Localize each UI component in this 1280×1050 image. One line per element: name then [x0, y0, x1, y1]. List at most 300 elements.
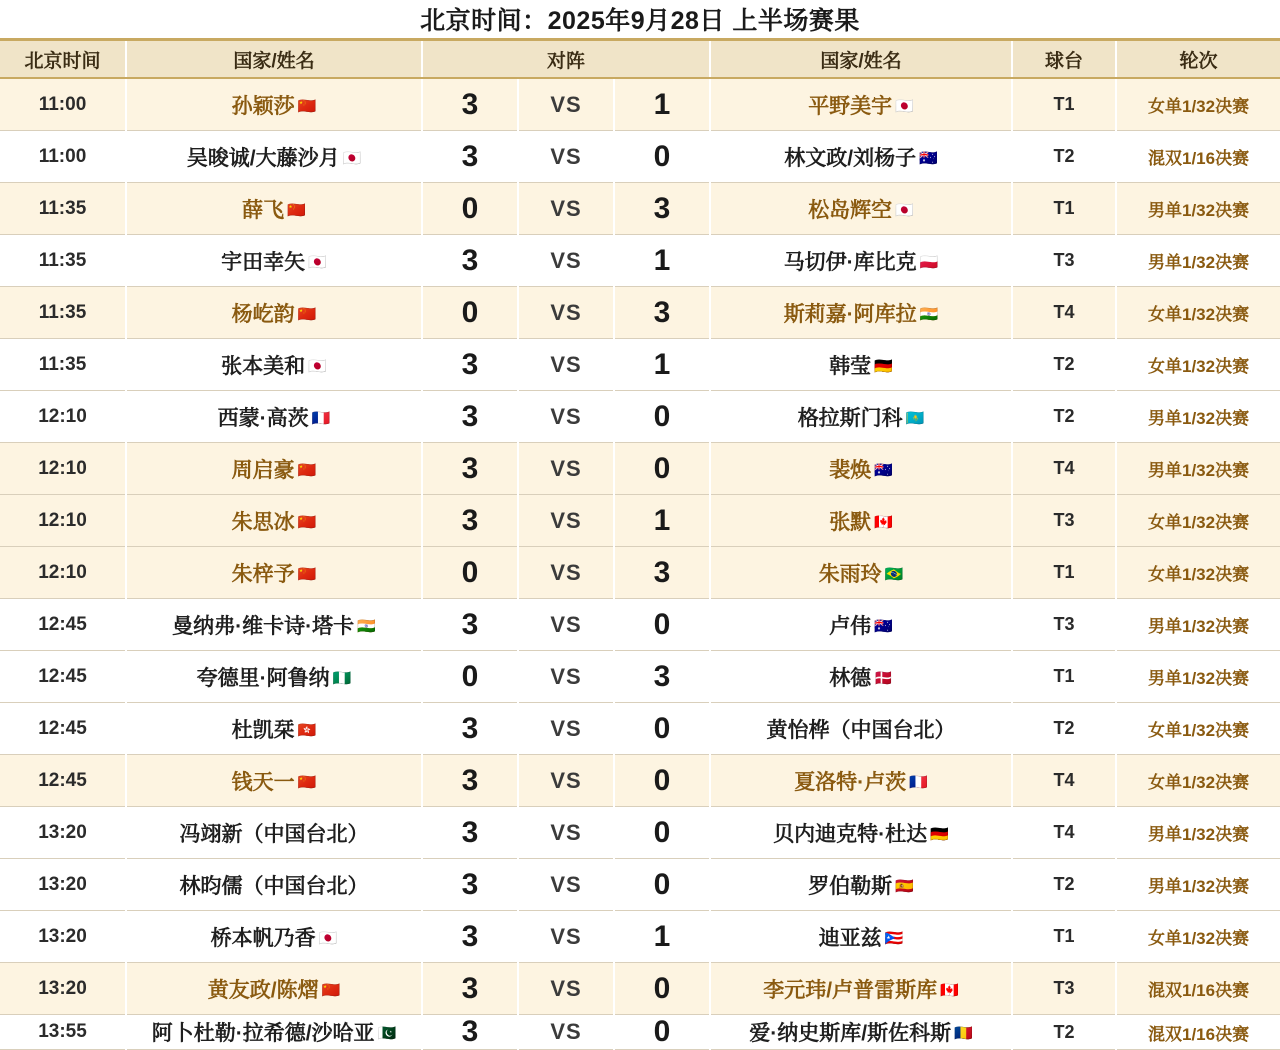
cell-table-number — [1012, 235, 1116, 287]
cell-score-left — [422, 547, 518, 599]
cell-score-left — [422, 755, 518, 807]
cell-table-number-text: T3 — [1053, 250, 1075, 270]
flag-icon: 🇰🇿 — [905, 409, 925, 427]
cell-table-number — [1012, 547, 1116, 599]
cell-time-text: 11:00 — [38, 145, 87, 167]
cell-time-text: 13:20 — [38, 873, 87, 895]
cell-score-right-text: 0 — [653, 971, 671, 1005]
cell-table-number — [1012, 78, 1116, 131]
cell-player-left-text: 薛飞 — [242, 198, 285, 222]
cell-time-text: 13:20 — [38, 925, 87, 947]
flag-icon: 🇧🇷 — [884, 565, 904, 583]
table-row — [0, 859, 1280, 911]
cell-vs-label — [518, 287, 614, 339]
cell-time-text: 11:35 — [38, 301, 87, 323]
cell-round — [1116, 599, 1280, 651]
cell-round — [1116, 391, 1280, 443]
flag-icon: 🇯🇵 — [318, 929, 338, 947]
cell-vs-label — [518, 755, 614, 807]
cell-player-left-text: 桥本帆乃香 — [210, 926, 316, 950]
flag-icon: 🇭🇰 — [297, 721, 317, 739]
cell-player-left — [126, 911, 422, 963]
cell-time — [0, 287, 126, 339]
cell-player-right-text: 迪亚兹 — [818, 926, 882, 950]
cell-time-text: 12:45 — [38, 717, 87, 739]
flag-icon: 🇮🇳 — [357, 617, 376, 635]
cell-vs-label — [518, 443, 614, 495]
cell-player-left — [126, 755, 422, 807]
flag-icon: 🇨🇳 — [297, 773, 317, 791]
cell-vs-label — [518, 131, 614, 183]
cell-score-left-text: 3 — [461, 139, 479, 173]
flag-icon: 🇨🇦 — [874, 513, 893, 531]
cell-time — [0, 599, 126, 651]
cell-score-right-text: 0 — [653, 607, 671, 641]
cell-score-left-text: 3 — [461, 867, 479, 901]
cell-score-right-text: 0 — [653, 867, 671, 901]
flag-icon: 🇨🇳 — [297, 97, 317, 115]
cell-vs-label — [518, 495, 614, 547]
cell-score-right-text: 1 — [653, 503, 671, 537]
cell-score-left — [422, 859, 518, 911]
cell-player-left — [126, 963, 422, 1015]
cell-vs-label — [518, 599, 614, 651]
cell-score-right — [614, 599, 710, 651]
cell-time-text: 12:10 — [38, 561, 87, 583]
cell-score-left — [422, 235, 518, 287]
cell-score-right-text: 3 — [653, 295, 671, 329]
flag-icon: 🇨🇳 — [321, 981, 341, 999]
cell-vs-label — [518, 859, 614, 911]
cell-score-left-text: 0 — [461, 191, 479, 225]
cell-table-number — [1012, 807, 1116, 859]
cell-time-text: 12:45 — [38, 769, 87, 791]
cell-score-right-text: 0 — [653, 139, 671, 173]
cell-score-left — [422, 599, 518, 651]
cell-table-number-text: T2 — [1053, 874, 1075, 894]
cell-player-left — [126, 703, 422, 755]
flag-icon: 🇨🇳 — [297, 461, 317, 479]
cell-player-right — [710, 443, 1012, 495]
cell-table-number — [1012, 703, 1116, 755]
cell-score-right — [614, 651, 710, 703]
cell-score-right — [614, 963, 710, 1015]
cell-score-left — [422, 391, 518, 443]
cell-vs-label — [518, 1015, 614, 1050]
cell-player-left-text: 孙颖莎 — [231, 94, 295, 118]
cell-player-right — [710, 183, 1012, 235]
cell-vs-label-text: VS — [550, 195, 582, 221]
cell-vs-label-text: VS — [550, 871, 582, 897]
cell-score-left-text: 3 — [461, 87, 479, 121]
table-row — [0, 651, 1280, 703]
cell-score-right — [614, 807, 710, 859]
cell-time-text: 12:45 — [38, 665, 87, 687]
cell-score-left-text: 3 — [461, 1015, 479, 1048]
cell-round — [1116, 755, 1280, 807]
flag-icon: 🇪🇸 — [895, 877, 914, 895]
cell-score-left-text: 3 — [461, 503, 479, 537]
flag-icon: 🇦🇺 — [874, 461, 893, 479]
cell-score-right — [614, 183, 710, 235]
cell-player-right — [710, 807, 1012, 859]
cell-time — [0, 391, 126, 443]
cell-time — [0, 911, 126, 963]
table-row — [0, 495, 1280, 547]
cell-player-left-text: 林昀儒（中国台北） — [179, 874, 369, 898]
cell-table-number-text: T3 — [1053, 614, 1075, 634]
cell-vs-label-text: VS — [550, 455, 582, 481]
cell-player-right — [710, 755, 1012, 807]
cell-time-text: 12:10 — [38, 405, 87, 427]
cell-table-number-text: T2 — [1053, 146, 1075, 166]
cell-score-right — [614, 859, 710, 911]
cell-time-text: 11:35 — [38, 249, 87, 271]
cell-score-left — [422, 963, 518, 1015]
cell-round-text: 男单1/32决赛 — [1147, 201, 1250, 220]
cell-round-text: 女单1/32决赛 — [1147, 721, 1250, 740]
cell-score-right — [614, 443, 710, 495]
cell-vs-label — [518, 78, 614, 131]
cell-score-left — [422, 78, 518, 131]
cell-score-left-text: 3 — [461, 971, 479, 1005]
cell-player-right-text: 裴焕 — [829, 458, 872, 482]
cell-player-right — [710, 703, 1012, 755]
cell-score-right — [614, 755, 710, 807]
flag-icon: 🇵🇷 — [884, 929, 904, 947]
cell-vs-label-text: VS — [550, 351, 582, 377]
cell-score-right-text: 3 — [653, 555, 671, 589]
cell-score-left-text: 3 — [461, 451, 479, 485]
cell-player-right-text: 爱·纳史斯库/斯佐科斯 — [749, 1022, 952, 1045]
cell-vs-label — [518, 911, 614, 963]
cell-time — [0, 547, 126, 599]
cell-player-right-text: 松岛辉空 — [808, 198, 893, 222]
cell-vs-label — [518, 391, 614, 443]
cell-player-left — [126, 547, 422, 599]
cell-time — [0, 183, 126, 235]
table-row — [0, 599, 1280, 651]
cell-table-number-text: T2 — [1053, 1021, 1075, 1042]
cell-score-right — [614, 131, 710, 183]
cell-player-left — [126, 339, 422, 391]
table-body — [0, 78, 1280, 1050]
cell-table-number — [1012, 443, 1116, 495]
cell-player-left — [126, 78, 422, 131]
cell-table-number-text: T4 — [1053, 770, 1075, 790]
cell-round-text: 混双1/16决赛 — [1147, 149, 1250, 168]
cell-time — [0, 235, 126, 287]
cell-vs-label-text: VS — [550, 663, 582, 689]
cell-vs-label-text: VS — [550, 923, 582, 949]
cell-score-left — [422, 443, 518, 495]
cell-table-number-text: T4 — [1053, 458, 1075, 478]
cell-round — [1116, 547, 1280, 599]
cell-time-text: 11:35 — [38, 353, 87, 375]
cell-table-number-text: T4 — [1053, 822, 1075, 842]
cell-round — [1116, 78, 1280, 131]
cell-round-text: 男单1/32决赛 — [1147, 669, 1250, 688]
cell-vs-label-text: VS — [550, 247, 582, 273]
cell-player-right-text: 卢伟 — [829, 614, 872, 638]
cell-player-right — [710, 1015, 1012, 1050]
cell-vs-label-text: VS — [550, 91, 582, 117]
column-header-player-right: 国家/姓名 — [710, 40, 1012, 79]
cell-table-number — [1012, 339, 1116, 391]
cell-round — [1116, 131, 1280, 183]
cell-player-right — [710, 391, 1012, 443]
flag-icon: 🇷🇴 — [954, 1025, 973, 1042]
cell-vs-label-text: VS — [550, 767, 582, 793]
cell-vs-label — [518, 547, 614, 599]
cell-vs-label — [518, 183, 614, 235]
cell-round-text: 男单1/32决赛 — [1147, 461, 1250, 480]
cell-vs-label-text: VS — [550, 299, 582, 325]
cell-score-left — [422, 495, 518, 547]
cell-score-left-text: 0 — [461, 295, 479, 329]
flag-icon: 🇦🇺 — [874, 617, 893, 635]
table-row — [0, 131, 1280, 183]
cell-round — [1116, 495, 1280, 547]
cell-round — [1116, 911, 1280, 963]
cell-player-right — [710, 911, 1012, 963]
cell-player-right — [710, 651, 1012, 703]
table-row — [0, 1015, 1280, 1050]
cell-round-text: 男单1/32决赛 — [1147, 877, 1250, 896]
table-row — [0, 235, 1280, 287]
cell-score-left-text: 3 — [461, 347, 479, 381]
table-row — [0, 183, 1280, 235]
cell-player-right-text: 格拉斯门科 — [797, 406, 903, 430]
column-header-player-left: 国家/姓名 — [126, 40, 422, 79]
cell-time — [0, 859, 126, 911]
cell-time-text: 11:35 — [38, 197, 87, 219]
cell-round-text: 男单1/32决赛 — [1147, 825, 1250, 844]
cell-table-number — [1012, 287, 1116, 339]
cell-score-left-text: 3 — [461, 919, 479, 953]
table-header — [0, 40, 1280, 79]
cell-player-left-text: 杨屹韵 — [231, 302, 295, 326]
cell-table-number — [1012, 859, 1116, 911]
cell-score-left-text: 0 — [461, 555, 479, 589]
cell-player-left — [126, 131, 422, 183]
cell-table-number — [1012, 131, 1116, 183]
cell-time — [0, 78, 126, 131]
page-title: 北京时间：2025年9月28日 上半场赛果 — [0, 0, 1280, 38]
table-row — [0, 287, 1280, 339]
cell-vs-label-text: VS — [550, 819, 582, 845]
cell-player-right — [710, 495, 1012, 547]
cell-table-number — [1012, 599, 1116, 651]
cell-player-left — [126, 443, 422, 495]
cell-table-number — [1012, 183, 1116, 235]
flag-icon: 🇨🇳 — [297, 513, 317, 531]
cell-score-right-text: 1 — [653, 243, 671, 277]
cell-player-left-text: 宇田幸矢 — [221, 250, 306, 274]
cell-round-text: 女单1/32决赛 — [1147, 565, 1250, 584]
cell-player-left-text: 朱梓予 — [231, 562, 295, 586]
cell-player-right — [710, 235, 1012, 287]
cell-player-right-text: 李元玮/卢普雷斯库 — [763, 978, 938, 1002]
cell-score-right — [614, 547, 710, 599]
flag-icon: 🇯🇵 — [308, 253, 327, 271]
cell-round-text: 混双1/16决赛 — [1147, 1024, 1250, 1044]
cell-score-left — [422, 807, 518, 859]
cell-vs-label — [518, 807, 614, 859]
cell-time — [0, 755, 126, 807]
cell-table-number — [1012, 651, 1116, 703]
cell-time-text: 12:10 — [38, 509, 87, 531]
cell-player-right-text: 林文政/刘杨子 — [784, 146, 917, 170]
column-header-round: 轮次 — [1116, 40, 1280, 79]
cell-player-right — [710, 599, 1012, 651]
cell-time — [0, 703, 126, 755]
cell-player-right — [710, 547, 1012, 599]
cell-score-left-text: 0 — [461, 659, 479, 693]
cell-vs-label — [518, 703, 614, 755]
cell-score-right — [614, 911, 710, 963]
cell-player-left-text: 朱思冰 — [231, 510, 295, 534]
table-row — [0, 807, 1280, 859]
cell-score-left — [422, 703, 518, 755]
cell-score-left — [422, 287, 518, 339]
cell-vs-label-text: VS — [550, 611, 582, 637]
cell-vs-label-text: VS — [550, 143, 582, 169]
cell-player-left-text: 黄友政/陈熠 — [207, 978, 319, 1002]
table-row — [0, 703, 1280, 755]
table-row — [0, 547, 1280, 599]
cell-score-right-text: 1 — [653, 347, 671, 381]
cell-score-right-text: 3 — [653, 191, 671, 225]
cell-player-right — [710, 963, 1012, 1015]
cell-table-number-text: T1 — [1053, 562, 1075, 582]
cell-vs-label-text: VS — [550, 975, 582, 1001]
cell-score-left-text: 3 — [461, 763, 479, 797]
cell-player-left-text: 阿卜杜勒·拉希德/沙哈亚 — [151, 1022, 375, 1045]
cell-score-right — [614, 1015, 710, 1050]
cell-score-left — [422, 339, 518, 391]
cell-round-text: 女单1/32决赛 — [1147, 97, 1250, 116]
flag-icon: 🇨🇳 — [287, 201, 306, 219]
table-row — [0, 391, 1280, 443]
cell-score-right-text: 0 — [653, 711, 671, 745]
cell-score-left — [422, 1015, 518, 1050]
cell-round — [1116, 287, 1280, 339]
cell-player-left — [126, 807, 422, 859]
flag-icon: 🇨🇦 — [940, 981, 959, 999]
cell-time-text: 13:20 — [38, 977, 87, 999]
cell-table-number-text: T4 — [1053, 302, 1075, 322]
cell-player-left-text: 吴晙诚/大藤沙月 — [186, 146, 340, 170]
cell-table-number — [1012, 495, 1116, 547]
cell-time — [0, 495, 126, 547]
flag-icon: 🇯🇵 — [308, 357, 327, 375]
flag-icon: 🇩🇪 — [874, 357, 893, 375]
cell-table-number — [1012, 911, 1116, 963]
column-header-time: 北京时间 — [0, 40, 126, 79]
cell-score-right-text: 0 — [653, 1015, 671, 1048]
cell-round — [1116, 859, 1280, 911]
cell-time — [0, 339, 126, 391]
cell-score-left — [422, 183, 518, 235]
flag-icon: 🇯🇵 — [342, 149, 362, 167]
cell-score-right — [614, 703, 710, 755]
cell-vs-label — [518, 235, 614, 287]
flag-icon: 🇫🇷 — [311, 409, 331, 427]
cell-player-left — [126, 859, 422, 911]
cell-time-text: 12:10 — [38, 457, 87, 479]
flag-icon: 🇫🇷 — [909, 773, 928, 791]
cell-table-number — [1012, 391, 1116, 443]
cell-player-left — [126, 651, 422, 703]
cell-player-left — [126, 495, 422, 547]
cell-vs-label-text: VS — [550, 1019, 582, 1044]
cell-player-right — [710, 287, 1012, 339]
cell-round-text: 男单1/32决赛 — [1147, 409, 1250, 428]
cell-round-text: 男单1/32决赛 — [1147, 253, 1250, 272]
cell-score-right — [614, 235, 710, 287]
cell-player-right-text: 斯莉嘉·阿库拉 — [783, 302, 917, 326]
cell-score-right — [614, 495, 710, 547]
cell-round — [1116, 807, 1280, 859]
cell-player-right — [710, 859, 1012, 911]
cell-score-left-text: 3 — [461, 399, 479, 433]
cell-time — [0, 651, 126, 703]
cell-player-left-text: 西蒙·高茨 — [217, 406, 309, 430]
cell-score-right-text: 0 — [653, 815, 671, 849]
cell-table-number — [1012, 963, 1116, 1015]
cell-player-left-text: 曼纳弗·维卡诗·塔卡 — [172, 614, 355, 638]
table-row — [0, 755, 1280, 807]
cell-time-text: 13:55 — [38, 1021, 87, 1042]
cell-score-left — [422, 911, 518, 963]
cell-vs-label — [518, 339, 614, 391]
cell-player-left — [126, 287, 422, 339]
cell-score-left-text: 3 — [461, 607, 479, 641]
cell-player-right-text: 张默 — [829, 510, 872, 534]
cell-table-number-text: T1 — [1053, 198, 1075, 218]
flag-icon: 🇩🇰 — [874, 669, 893, 687]
cell-score-right — [614, 287, 710, 339]
cell-score-right-text: 0 — [653, 399, 671, 433]
cell-score-left-text: 3 — [461, 815, 479, 849]
cell-table-number-text: T3 — [1053, 978, 1075, 998]
cell-score-right-text: 3 — [653, 659, 671, 693]
cell-time-text: 13:20 — [38, 821, 87, 843]
cell-player-right-text: 马切伊·库比克 — [783, 250, 917, 274]
flag-icon: 🇯🇵 — [895, 201, 914, 219]
cell-table-number-text: T1 — [1053, 94, 1075, 114]
cell-vs-label-text: VS — [550, 507, 582, 533]
cell-score-left — [422, 131, 518, 183]
cell-round-text: 混双1/16决赛 — [1147, 981, 1250, 1000]
cell-player-right-text: 平野美宇 — [808, 94, 893, 118]
cell-round — [1116, 183, 1280, 235]
cell-player-right — [710, 339, 1012, 391]
cell-round — [1116, 651, 1280, 703]
cell-round — [1116, 963, 1280, 1015]
cell-table-number-text: T1 — [1053, 666, 1075, 686]
cell-player-right-text: 罗伯勒斯 — [808, 874, 893, 898]
cell-round-text: 女单1/32决赛 — [1147, 513, 1250, 532]
cell-time-text: 11:00 — [38, 93, 87, 115]
cell-round-text: 女单1/32决赛 — [1147, 929, 1250, 948]
cell-time — [0, 963, 126, 1015]
cell-vs-label-text: VS — [550, 715, 582, 741]
cell-vs-label — [518, 963, 614, 1015]
cell-round — [1116, 339, 1280, 391]
cell-round-text: 女单1/32决赛 — [1147, 357, 1250, 376]
